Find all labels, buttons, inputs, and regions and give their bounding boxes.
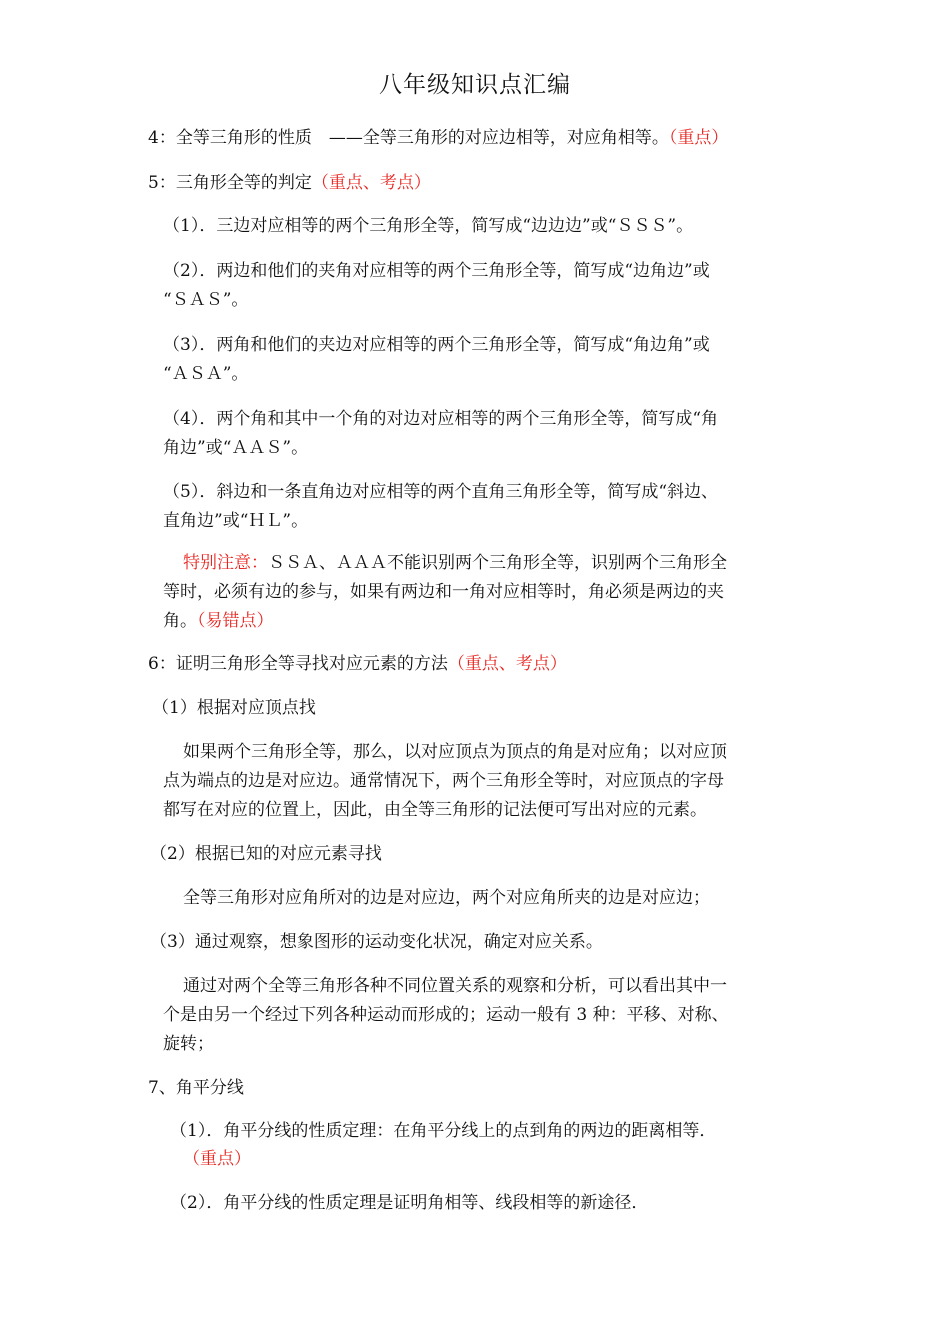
- special-note-text: ＳＳＡ、ＡＡＡ不能识别两个三角形全等，识别两个三角形全: [268, 553, 727, 573]
- section-4: [148, 124, 728, 153]
- special-note-line-3: [163, 607, 274, 636]
- key-point-tag: （重点、考点）: [447, 654, 567, 674]
- page-title: 八年级知识点汇编: [379, 72, 571, 98]
- section-5-heading: [148, 169, 431, 198]
- criterion-sas: （2）．两边和他们的夹角对应相等的两个三角形全等，简写成“边角边”或: [163, 261, 710, 281]
- criterion-aas: （4）．两个角和其中一个角的对边对应相等的两个三角形全等，简写成“角: [163, 409, 719, 429]
- method-3-text-2: 个是由另一个经过下列各种运动而形成的；运动一般有 3 种：平移、对称、: [163, 1005, 729, 1025]
- method-3-text-3: 旋转；: [163, 1034, 214, 1054]
- special-note-end: 角。: [163, 611, 197, 631]
- criterion-sss: （1）．三边对应相等的两个三角形全等，简写成“边边边”或“ＳＳＳ”。: [163, 216, 694, 236]
- section-7-heading: 7、角平分线: [148, 1078, 244, 1098]
- section-4-text: 4：全等三角形的性质 ——全等三角形的对应边相等，对应角相等。: [148, 128, 669, 148]
- method-1-text: 如果两个三角形全等，那么，以对应顶点为顶点的角是对应角；以对应顶: [183, 742, 727, 762]
- method-3-text: 通过对两个全等三角形各种不同位置关系的观察和分析，可以看出其中一: [183, 976, 727, 996]
- method-1-text-2: 点为端点的边是对应边。通常情况下，两个三角形全等时，对应顶点的字母: [163, 771, 724, 791]
- error-prone-tag: （易错点）: [197, 611, 274, 631]
- criterion-asa: （3）．两角和他们的夹边对应相等的两个三角形全等，简写成“角边角”或: [163, 335, 710, 355]
- criterion-hl: （5）．斜边和一条直角边对应相等的两个直角三角形全等，简写成“斜边、: [163, 482, 719, 502]
- method-2-text: 全等三角形对应角所对的边是对应边，两个对应角所夹的边是对应边；: [183, 888, 710, 908]
- section-6-title: 6：证明三角形全等寻找对应元素的方法: [148, 654, 448, 674]
- bisector-theorem: （1）．角平分线的性质定理：在角平分线上的点到角的两边的距离相等．: [170, 1121, 717, 1141]
- bisector-usage: （2）．角平分线的性质定理是证明角相等、线段相等的新途径．: [170, 1193, 649, 1213]
- special-note-line-2: 等时，必须有边的参与，如果有两边和一角对应相等时，角必须是两边的夹: [163, 582, 724, 602]
- key-point-tag: （重点）: [668, 128, 729, 148]
- method-1-title: （1）根据对应顶点找: [152, 698, 316, 718]
- criterion-aas-cont: 角边”或“ＡＡＳ”。: [163, 438, 309, 458]
- section-6-heading: [148, 650, 567, 679]
- special-note-label: 特别注意：: [183, 553, 268, 573]
- special-note: [183, 549, 727, 578]
- section-5-title: 5：三角形全等的判定: [148, 173, 312, 193]
- criterion-hl-cont: 直角边”或“ＨＬ”。: [163, 511, 309, 531]
- criterion-sas-cont: “ＳＡＳ”。: [163, 290, 249, 310]
- method-2-title: （2）根据已知的对应元素寻找: [150, 844, 382, 864]
- method-1-text-3: 都写在对应的位置上，因此，由全等三角形的记法便可写出对应的元素。: [163, 800, 707, 820]
- criterion-asa-cont: “ＡＳＡ”。: [163, 364, 249, 384]
- key-point-tag: （重点、考点）: [311, 173, 431, 193]
- method-3-title: （3）通过观察，想象图形的运动变化状况，确定对应关系。: [150, 932, 603, 952]
- key-point-tag: （重点）: [183, 1149, 251, 1169]
